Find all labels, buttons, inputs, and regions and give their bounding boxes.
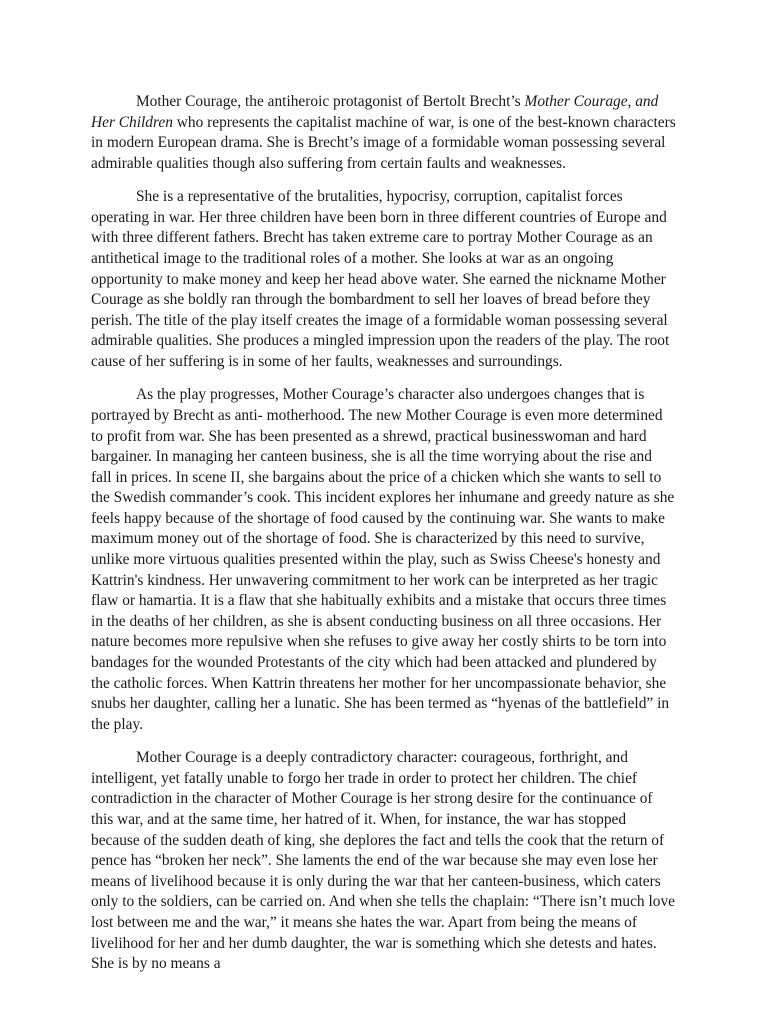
paragraph-2-text: She is a representative of the brutalities, hypocrisy, corruption, capitalist forces operating in war. Her three children have been born in three different countries of Europe and with three different fathers. Brecht has taken extreme care to portray Mother Courage as an antithetical image to the traditional roles of a mother. She looks at war as an ongoing opportunity to make money and keep her head above water. She earned the nickname Mother Courage as she boldly ran through the bombardment to sell her loaves of bread before they perish. The title of the play itself creates the image of a formidable woman possessing several admirable qualities. She produces a mingled impression upon the readers of the play. The root cause of her suffering is in some of her faults, weaknesses and surroundings. — [91, 188, 670, 370]
paragraph-4 — [91, 748, 676, 975]
play-title: Mother Courage, and Her Children — [91, 93, 659, 131]
paragraph-3 — [91, 385, 676, 735]
paragraph-1 — [91, 92, 676, 174]
paragraph-1-text-cont: who represents the capitalist machine of war, is one of the best-known characters in modern European drama. She is Brecht’s image of a formidable woman possessing several admirable qualities though also suffering from certain faults and weaknesses. — [91, 113, 676, 172]
document-body — [91, 92, 676, 988]
paragraph-1-text: Mother Courage, the antiheroic protagonist of Bertolt Brecht’s — [136, 93, 525, 110]
paragraph-3-text: As the play progresses, Mother Courage’s character also undergoes changes that is portrayed by Brecht as anti- motherhood. The new Mother Courage is even more determined to profit from war. She has been presented as a shrewd, practical businesswoman and hard bargainer. In managing her canteen business, she is all the time worrying about the rise and fall in prices. In scene II, she bargains about the price of a chicken which she wants to sell to the Swedish commander’s cook. This incident explores her inhumane and greedy nature as she feels happy because of the shortage of food caused by the continuing war. She wants to make maximum money out of the shortage of food. She is characterized by this need to survive, unlike more virtuous qualities presented within the play, such as Swiss Cheese's honesty and Kattrin's kindness. Her unwavering commitment to her work can be interpreted as her tragic flaw or hamartia. It is a flaw that she habitually exhibits and a mistake that occurs three times in the deaths of her children, as she is absent conducting business on all three occasions. Her nature becomes more repulsive when she refuses to give away her costly shirts to be torn into bandages for the wounded Protestants of the city which had been attacked and plundered by the catholic forces. When Kattrin threatens her mother for her uncompassionate behavior, she snubs her daughter, calling her a lunatic. She has been termed as “hyenas of the battlefield” in the play. — [91, 386, 675, 733]
paragraph-4-text: Mother Courage is a deeply contradictory character: courageous, forthright, and intelligent, yet fatally unable to forgo her trade in order to protect her children. The chief contradiction in the character of Mother Courage is her strong desire for the continuance of this war, and at the same time, her hatred of it. When, for instance, the war has stopped because of the sudden death of king, she deplores the fact and tells the cook that the return of pence has “broken her neck”. She laments the end of the war because she may even lose her means of livelihood because it is only during the war that her canteen-business, which caters only to the soldiers, can be carried on. And when she tells the chaplain: “There isn’t much love lost between me and the war,” it means she hates the war. Apart from being the means of livelihood for her and her dumb daughter, the war is something which she detests and hates. She is by no means a — [91, 749, 675, 973]
paragraph-2 — [91, 187, 676, 372]
